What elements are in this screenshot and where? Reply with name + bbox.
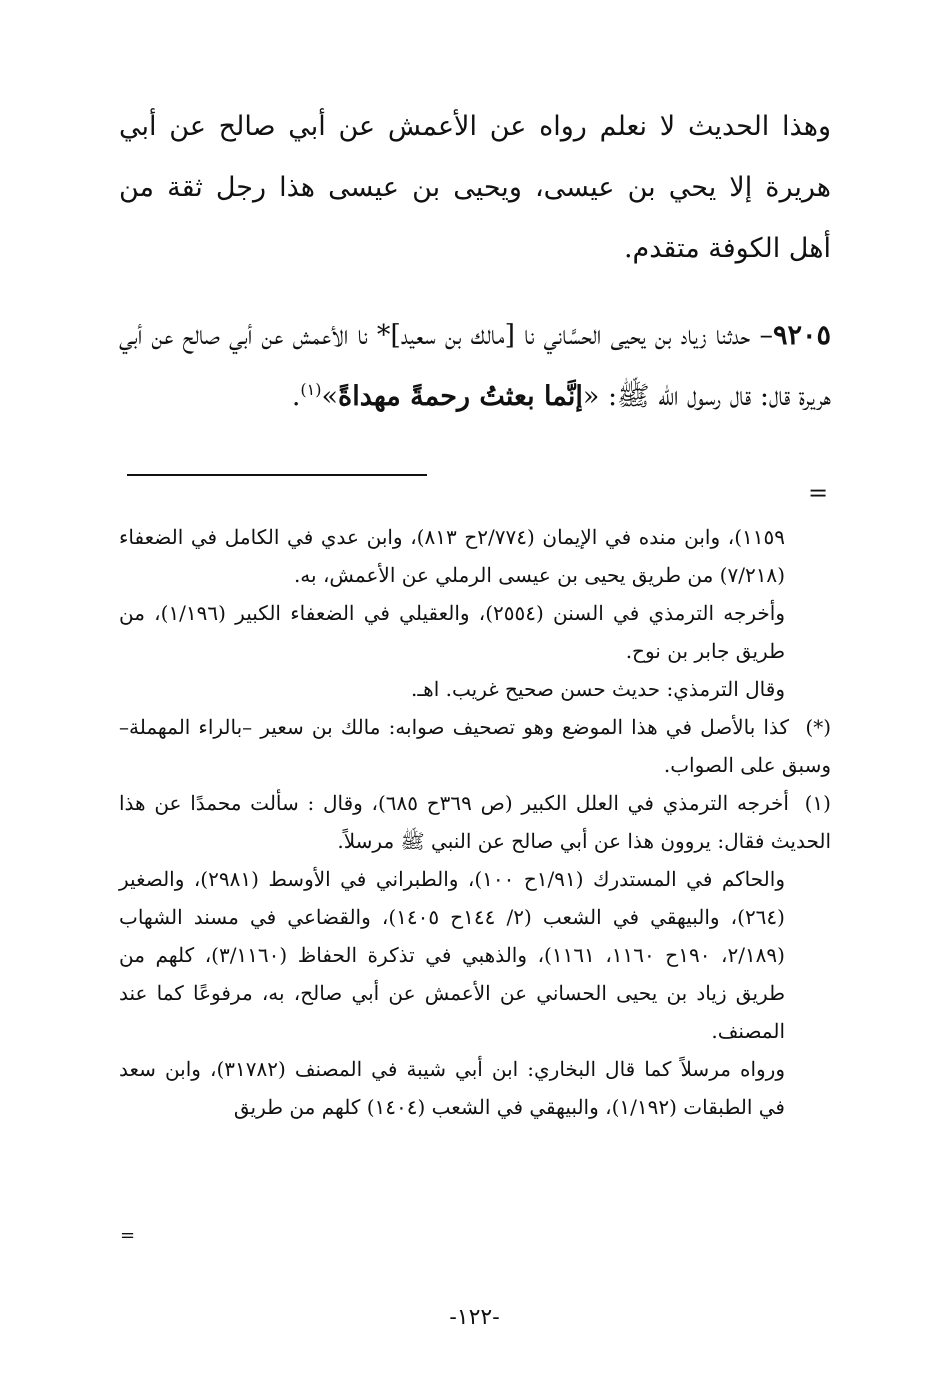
- footnote-star: [119, 708, 831, 784]
- hadith-paragraph: [119, 305, 831, 427]
- page-number: -١٢٢-: [449, 1305, 500, 1330]
- continued-mark: =: [120, 1225, 136, 1246]
- paragraph-commentary: وهذا الحديث لا نعلم رواه عن الأعمش عن أبي صالح عن أبي هريرة إلا يحي بن عيسى، ويحيى بن عيسى هذا رجل ثقة من أهل الكوفة متقدم.: [119, 111, 831, 264]
- footnote-separator-rule: [127, 474, 427, 476]
- footnote-continued-1: ١١٥٩)، وابن منده في الإيمان (٢/٧٧٤ح ٨١٣)، وابن عدي في الكامل في الضعفاء (٧/٢١٨) من طريق يحيى بن عيسى الرملي عن الأعمش، به.: [119, 525, 785, 587]
- footnote-1-paragraph-3: ورواه مرسلاً كما قال البخاري: ابن أبي شيبة في المصنف (٣١٧٨٢)، وابن سعد في الطبقات (١/١٩٢)، والبيهقي في الشعب (١٤٠٤) كلهم من طريق: [119, 1057, 785, 1119]
- footnote-star-marker: (*): [805, 715, 831, 739]
- main-text: [119, 96, 831, 427]
- hadith-matn: إنَّما بعثتُ رحمةً مهداةً: [338, 381, 583, 412]
- footnote-star-text: كذا بالأصل في هذا الموضع وهو تصحيف صوابه: مالك بن سعير –بالراء المهملة– وسبق على الصواب.: [119, 715, 831, 777]
- continuation-mark: =: [808, 479, 829, 507]
- hadith-end: .: [291, 381, 301, 412]
- footnote-1-text: أخرجه الترمذي في العلل الكبير (ص ٣٦٩ح ٦٨٥)، وقال : سألت محمدًا عن هذا الحديث فقال: يروون هذا عن أبي صالح عن النبي ﷺ مرسلاً.: [119, 791, 831, 853]
- footnote-1-paragraph-2: والحاكم في المستدرك (١/٩١ح ١٠٠)، والطبراني في الأوسط (٢٩٨١)، والصغير (٢٦٤)، والبيهقي في الشعب (٢/ ١٤٤ح ١٤٠٥)، والقضاعي في مسند الشهاب (٢/١٨٩، ١٩٠ح ١١٦٠، ١١٦١)، والذهبي في تذكرة الحفاظ (٣/١١٦٠)، كلهم من طريق زياد بن يحيى الحساني عن الأعمش عن أبي صالح، به، مرفوعًا كما عند المصنف.: [119, 867, 785, 1043]
- hadith-number: ٩٢٠٥: [772, 320, 831, 351]
- hadith-isnad: – حدثنا زياد بن يحيى الحسَّاني نا [مالك بن سعيد]* نا الأعمش عن أبي صالح عن أبي هريرة قال: قال رسول الله ﷺ: «: [119, 320, 831, 412]
- footnote-1-marker: (١): [804, 791, 831, 815]
- paragraph-gap: [119, 279, 831, 305]
- footnote-continued-3: وقال الترمذي: حديث حسن صحيح غريب. اهـ.: [410, 677, 785, 701]
- footnotes: [119, 518, 831, 1126]
- footnote-reference: (١): [300, 380, 322, 399]
- hadith-close-quote: »: [321, 381, 339, 412]
- footnote-continued-2: وأخرجه الترمذي في السنن (٢٥٥٤)، والعقيلي في الضعفاء الكبير (١/١٩٦)، من طريق جابر بن نوح.: [119, 601, 785, 663]
- footnote-1: [119, 784, 831, 860]
